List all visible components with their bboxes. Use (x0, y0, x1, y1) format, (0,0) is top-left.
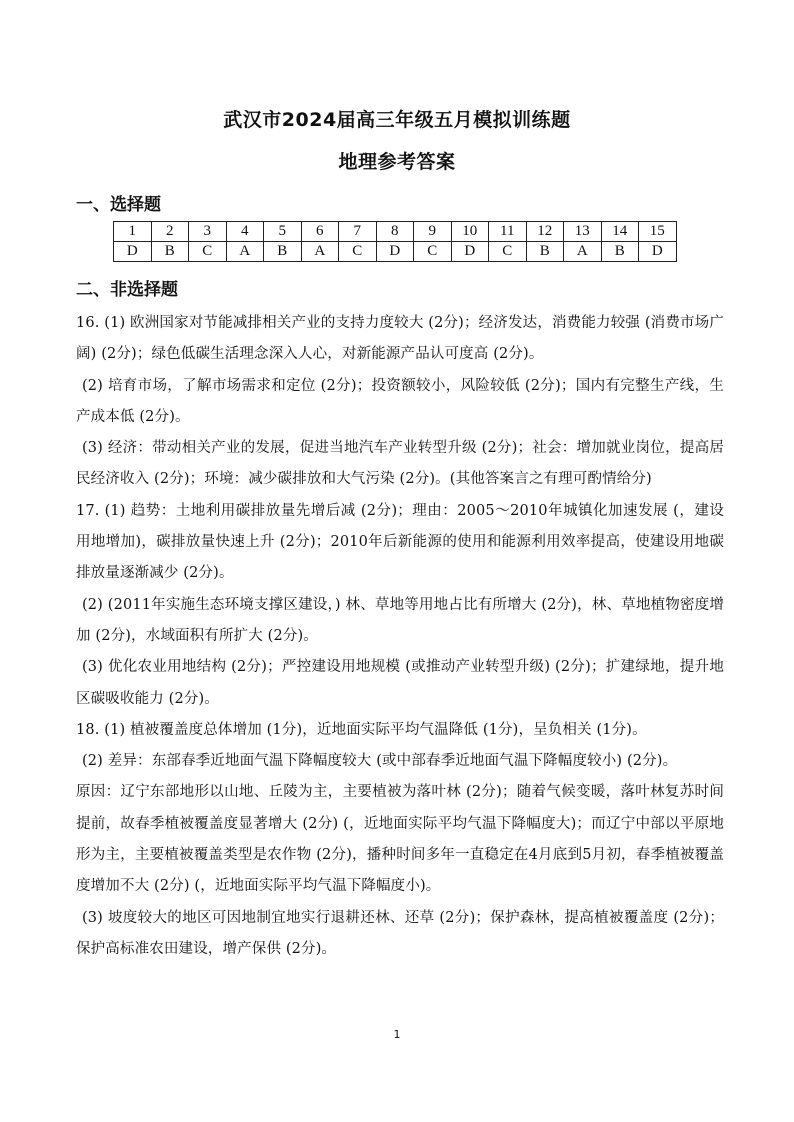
answer-paragraph-17-3: (3) 优化农业用地结构 (2分)；严控建设用地规模 (或推动产业转型升级) (2分)；扩建绿地，提升地区碳吸收能力 (2分)。 (76, 659, 724, 707)
question-number: 12 (526, 222, 564, 242)
answer-table (113, 221, 677, 262)
question-number: 5 (264, 222, 302, 242)
page-number: 1 (393, 1028, 401, 1041)
answer-paragraph-18-2: (2) 差异：东部春季近地面气温下降幅度较大 (或中部春季近地面气温下降幅度较小) (2分)。 (82, 753, 678, 770)
answer-body (76, 308, 724, 965)
question-number: 6 (301, 222, 339, 242)
answer-cell: D (376, 242, 414, 262)
answer-paragraph-17-2: (2) (2011年实施生态环境支撑区建设，) 林、草地等用地占比有所增大 (2分)，林、草地植物密度增加 (2分)，水域面积有所扩大 (2分)。 (76, 596, 724, 644)
answer-cell: C (414, 242, 452, 262)
question-number: 9 (414, 222, 452, 242)
answer-cell: C (489, 242, 527, 262)
answer-cell: B (601, 242, 639, 262)
section-heading-non-choice: 二、非选择题 (76, 280, 178, 300)
answer-cell: B (264, 242, 302, 262)
section-heading-choice: 一、选择题 (76, 195, 161, 215)
answer-cell: B (526, 242, 564, 262)
answer-cell: D (451, 242, 489, 262)
question-number: 4 (226, 222, 264, 242)
answer-paragraph-18-1: 18. (1) 植被覆盖度总体增加 (1分)，近地面实际平均气温降低 (1分)，呈负相关 (1分)。 (76, 721, 647, 738)
answer-paragraph-16-1: 16. (1) 欧洲国家对节能减排相关产业的支持力度较大 (2分)；经济发达，消费能力较强 (消费市场广阔) (2分)；绿色低碳生活理念深入人心，对新能源产品认可度高 (2分)。 (76, 315, 724, 363)
document-title: 武汉市2024届高三年级五月模拟训练题 (223, 109, 571, 131)
answer-cell: B (151, 242, 189, 262)
answer-paragraph-16-3: (3) 经济：带动相关产业的发展，促进当地汽车产业转型升级 (2分)；社会：增加就业岗位，提高居民经济收入 (2分)；环境：减少碳排放和大气污染 (2分)。(其他答案言之有理可酌情给分) (76, 440, 724, 488)
question-number: 11 (489, 222, 527, 242)
document-subtitle: 地理参考答案 (338, 151, 456, 173)
question-number: 2 (151, 222, 189, 242)
question-number: 10 (451, 222, 489, 242)
answer-cell: C (189, 242, 227, 262)
question-number: 7 (339, 222, 377, 242)
answer-paragraph-17-1: 17. (1) 趋势：土地利用碳排放量先增后减 (2分)；理由：2005～2010年城镇化加速发展 (，建设用地增加)，碳排放量快速上升 (2分)；2010年后新能源的使用和能源利用效率提高，使建设用地碳排放量逐渐减少 (2分)。 (76, 502, 724, 582)
question-number: 15 (639, 222, 677, 242)
question-number: 3 (189, 222, 227, 242)
answer-cell: D (114, 242, 152, 262)
answer-cell: A (301, 242, 339, 262)
question-number: 8 (376, 222, 414, 242)
answer-table-number-row (114, 222, 677, 242)
answer-cell: A (564, 242, 602, 262)
answer-table-answer-row (114, 242, 677, 262)
question-number: 1 (114, 222, 152, 242)
answer-paragraph-18-reason: 原因：辽宁东部地形以山地、丘陵为主，主要植被为落叶林 (2分)；随着气候变暖，落叶林复苏时间提前，故春季植被覆盖度显著增大 (2分) (，近地面实际平均气温下降幅度大)；而辽宁中部以平原地形为主，主要植被覆盖类型是农作物 (2分)，播种时间多年一直稳定在4月底到5月初，春季植被覆盖度增加不大 (2分) (，近地面实际平均气温下降幅度小)。 (76, 784, 724, 895)
answer-cell: A (226, 242, 264, 262)
answer-paragraph-16-2: (2) 培育市场，了解市场需求和定位 (2分)；投资额较小，风险较低 (2分)；国内有完整生产线，生产成本低 (2分)。 (76, 377, 724, 425)
answer-cell: D (639, 242, 677, 262)
answer-cell: C (339, 242, 377, 262)
question-number: 14 (601, 222, 639, 242)
question-number: 13 (564, 222, 602, 242)
answer-paragraph-18-3: (3) 坡度较大的地区可因地制宜地实行退耕还林、还草 (2分)；保护森林，提高植被覆盖度 (2分)；保护高标准农田建设，增产保供 (2分)。 (76, 909, 724, 957)
